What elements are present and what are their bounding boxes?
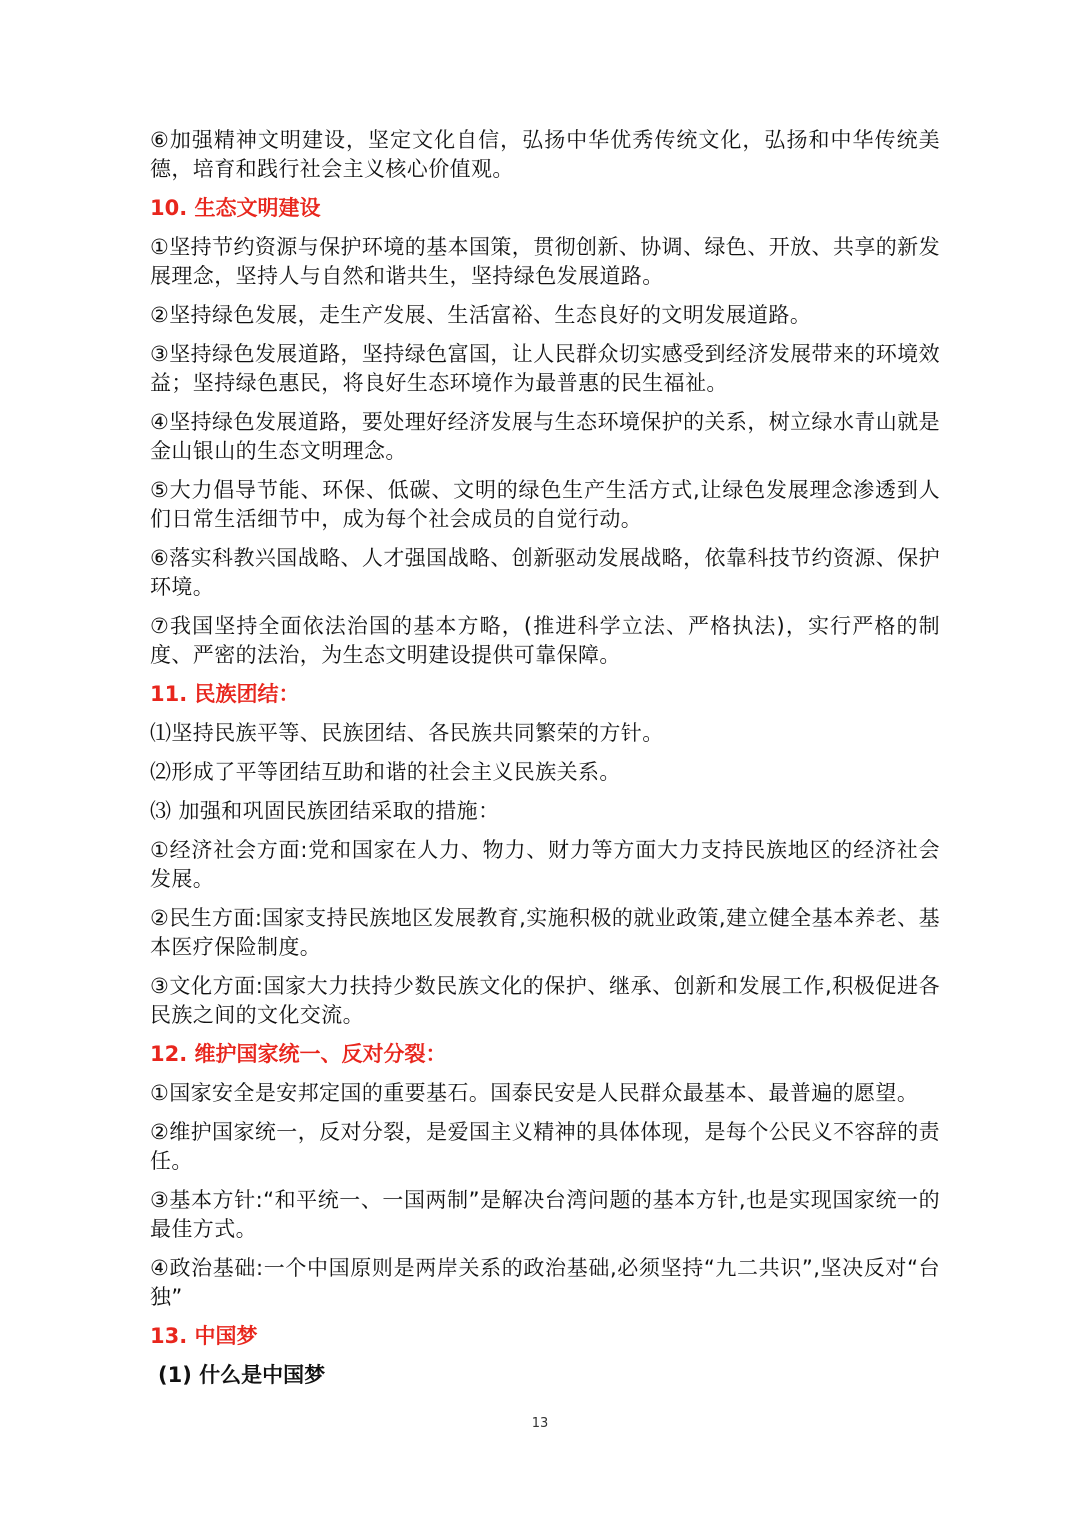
paragraph: ④坚持绿色发展道路，要处理好经济发展与生态环境保护的关系，树立绿水青山就是金山银山的生态文明理念。	[150, 410, 940, 463]
paragraph: ⑴坚持民族平等、民族团结、各民族共同繁荣的方针。	[150, 721, 664, 745]
paragraph: ⑥落实科教兴国战略、人才强国战略、创新驱动发展战略，依靠科技节约资源、保护环境。	[150, 546, 940, 599]
page-number: 13	[531, 1416, 549, 1431]
section-heading: 12. 维护国家统一、反对分裂：	[150, 1042, 447, 1066]
paragraph: ③基本方针:“和平统一、一国两制”是解决台湾问题的基本方针,也是实现国家统一的最佳方式。	[150, 1188, 940, 1241]
document-page	[150, 126, 940, 1400]
paragraph: ②民生方面:国家支持民族地区发展教育,实施积极的就业政策,建立健全基本养老、基本医疗保险制度。	[150, 906, 940, 959]
paragraph: ②维护国家统一，反对分裂，是爱国主义精神的具体体现，是每个公民义不容辞的责任。	[150, 1120, 940, 1173]
paragraph: ③坚持绿色发展道路，坚持绿色富国，让人民群众切实感受到经济发展带来的环境效益；坚持绿色惠民，将良好生态环境作为最普惠的民生福祉。	[150, 342, 940, 395]
paragraph: ⑦我国坚持全面依法治国的基本方略，(推进科学立法、严格执法)，实行严格的制度、严密的法治，为生态文明建设提供可靠保障。	[150, 614, 940, 667]
paragraph: ①国家安全是安邦定国的重要基石。国泰民安是人民群众最基本、最普遍的愿望。	[150, 1081, 919, 1105]
section-heading: 11. 民族团结：	[150, 682, 300, 706]
paragraph: ⑥加强精神文明建设，坚定文化自信，弘扬中华优秀传统文化，弘扬和中华传统美德，培育和践行社会主义核心价值观。	[150, 128, 940, 181]
section-heading: 13. 中国梦	[150, 1324, 258, 1348]
paragraph: ⑶ 加强和巩固民族团结采取的措施：	[150, 799, 500, 823]
paragraph: ①经济社会方面:党和国家在人力、物力、财力等方面大力支持民族地区的经济社会发展。	[150, 838, 940, 891]
paragraph: ⑵形成了平等团结互助和谐的社会主义民族关系。	[150, 760, 621, 784]
paragraph: ④政治基础:一个中国原则是两岸关系的政治基础,必须坚持“九二共识”,坚决反对“台独”	[150, 1256, 940, 1309]
section-heading: 10. 生态文明建设	[150, 196, 321, 220]
paragraph: ②坚持绿色发展，走生产发展、生活富裕、生态良好的文明发展道路。	[150, 303, 812, 327]
subsection-heading: (1) 什么是中国梦	[158, 1363, 326, 1387]
paragraph: ⑤大力倡导节能、环保、低碳、文明的绿色生产生活方式,让绿色发展理念渗透到人们日常生活细节中，成为每个社会成员的自觉行动。	[150, 478, 940, 531]
paragraph: ①坚持节约资源与保护环境的基本国策，贯彻创新、协调、绿色、开放、共享的新发展理念，坚持人与自然和谐共生，坚持绿色发展道路。	[150, 235, 940, 288]
paragraph: ③文化方面:国家大力扶持少数民族文化的保护、继承、创新和发展工作,积极促进各民族之间的文化交流。	[150, 974, 940, 1027]
